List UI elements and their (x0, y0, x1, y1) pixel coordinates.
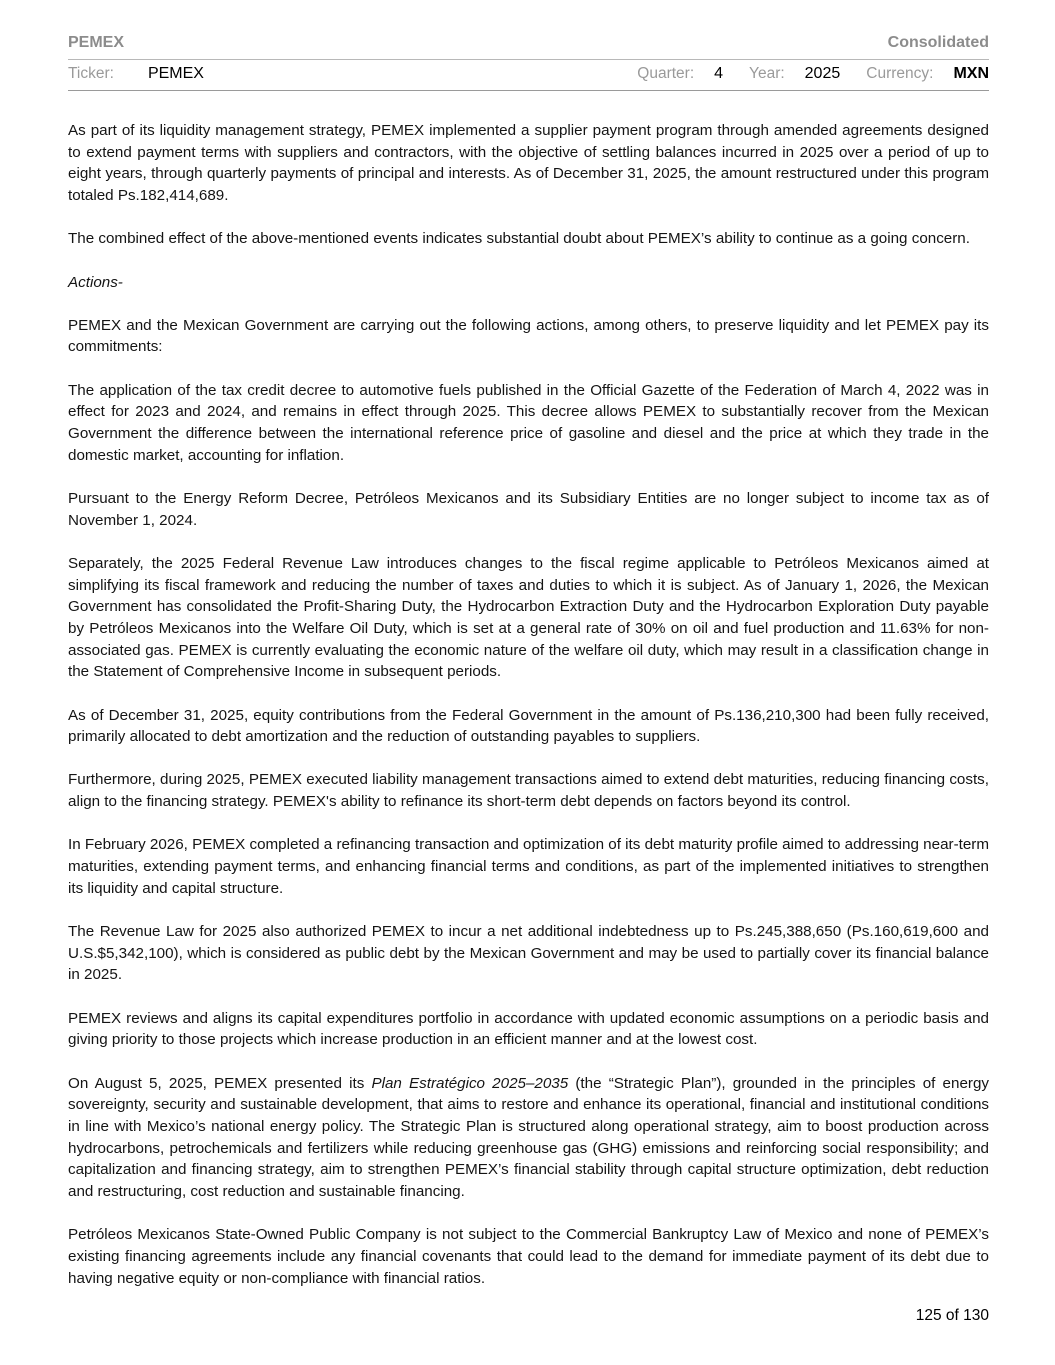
period-group (637, 65, 989, 83)
body-paragraph: Furthermore, during 2025, PEMEX executed liability management transactions aimed to extend debt maturities, reducing financing costs, align to the financing strategy. PEMEX's ability to refinance its short-term debt depends on factors beyond its control. (68, 771, 989, 811)
ticker-group (68, 65, 204, 83)
company-name: PEMEX (68, 34, 125, 51)
body-paragraph: The Revenue Law for 2025 also authorized PEMEX to incur a net additional indebtedness up to Ps.245,388,650 (Ps.160,619,600 and U.S.$5,342,100), which is considered as public debt by the Mexican Government and may be used to partially cover its financial balance in 2025. (68, 922, 989, 984)
body-paragraph: As of December 31, 2025, equity contributions from the Federal Government in the amount of Ps.136,210,300 had been fully received, primarily allocated to debt amortization and the reduction of outstanding payables to suppliers. (68, 706, 989, 746)
body-paragraph-strategic-plan (68, 1073, 989, 1203)
year-label: Year: (749, 65, 785, 82)
document-body (68, 120, 989, 1289)
ticker-value: PEMEX (147, 65, 204, 82)
quarter-label: Quarter: (637, 65, 695, 82)
report-type: Consolidated (887, 34, 989, 51)
quarter-value: 4 (714, 65, 724, 82)
body-paragraph: PEMEX and the Mexican Government are carrying out the following actions, among others, to preserve liquidity and let PEMEX pay its commitments: (68, 316, 989, 356)
body-paragraph: As part of its liquidity management strategy, PEMEX implemented a supplier payment program through amended agreements designed to extend payment terms with suppliers and contractors, with the objective of settling balances incurred in 2025 over a period of up to eight years, through quarterly payments of principal and interests. As of December 31, 2025, the amount restructured under this program totaled Ps.182,414,689. (68, 122, 989, 205)
body-paragraph: Separately, the 2025 Federal Revenue Law introduces changes to the fiscal regime applicable to Petróleos Mexicanos aimed at simplifying its fiscal framework and reducing the number of taxes and duties to which it is subject. As of January 1, 2026, the Mexican Government has consolidated the Profit-Sharing Duty, the Hydrocarbon Extraction Duty and the Hydrocarbon Exploration Duty payable by Petróleos Mexicanos into the Welfare Oil Duty, which is set at a general rate of 30% on oil and fuel production and 11.63% for non-associated gas. PEMEX is currently evaluating the economic nature of the welfare oil duty, which may result in a classification change in the Statement of Comprehensive Income in subsequent periods. (68, 554, 989, 681)
paragraph-text: On August 5, 2025, PEMEX presented its (68, 1074, 372, 1092)
body-paragraph-actions-heading: Actions- (68, 273, 123, 291)
header-row-1 (68, 34, 989, 60)
body-paragraph: Pursuant to the Energy Reform Decree, Petróleos Mexicanos and its Subsidiary Entities are no longer subject to income tax as of November 1, 2024. (68, 489, 989, 529)
currency-value: MXN (953, 65, 989, 82)
body-paragraph: Petróleos Mexicanos State-Owned Public Company is not subject to the Commercial Bankruptcy Law of Mexico and none of PEMEX’s existing financing agreements include any financial covenants that could lead to the demand for immediate payment of its debt due to having negative equity or non-compliance with financial ratios. (68, 1226, 989, 1287)
body-paragraph: The application of the tax credit decree to automotive fuels published in the Official Gazette of the Federation of March 4, 2022 was in effect for 2023 and 2024, and remains in effect through 2025. This decree allows PEMEX to substantially recover from the Mexican Government the difference between the international reference price of gasoline and diesel and the price at which they trade in the domestic market, accounting for inflation. (68, 381, 989, 464)
paragraph-text: (the “Strategic Plan”), grounded in the principles of energy sovereignty, security and sustainable development, that aims to restore and enhance its operational, financial and institutional conditions in line with Mexico’s national energy policy. The Strategic Plan is structured along operational strategy, aim to boost production across hydrocarbons, petrochemicals and fertilizers while reducing greenhouse gas (GHG) emissions and reinforcing social responsibility; and capitalization and financing strategy, aim to strengthen PEMEX’s financial stability through capital structure optimization, debt reduction and restructuring, cost reduction and sustainable financing. (68, 1074, 989, 1201)
body-paragraph: In February 2026, PEMEX completed a refinancing transaction and optimization of its debt maturity profile aimed to addressing near-term maturities, extending payment terms, and enhancing financial terms and conditions, as part of the implemented initiatives to strengthen its liquidity and capital structure. (68, 836, 990, 897)
body-paragraph: The combined effect of the above-mentioned events indicates substantial doubt about PEMEX’s ability to continue as a going concern. (68, 230, 970, 248)
page-number: 125 of 130 (915, 1306, 989, 1324)
body-paragraph: PEMEX reviews and aligns its capital expenditures portfolio in accordance with updated economic assumptions on a periodic basis and giving priority to those projects which increase production in an efficient manner and at the lowest cost. (68, 1009, 989, 1049)
header-row-2 (68, 60, 989, 91)
year-value: 2025 (804, 65, 841, 82)
currency-label: Currency: (866, 65, 934, 82)
plan-estrategico-title: Plan Estratégico 2025–2035 (371, 1074, 569, 1092)
ticker-label: Ticker: (68, 65, 114, 82)
